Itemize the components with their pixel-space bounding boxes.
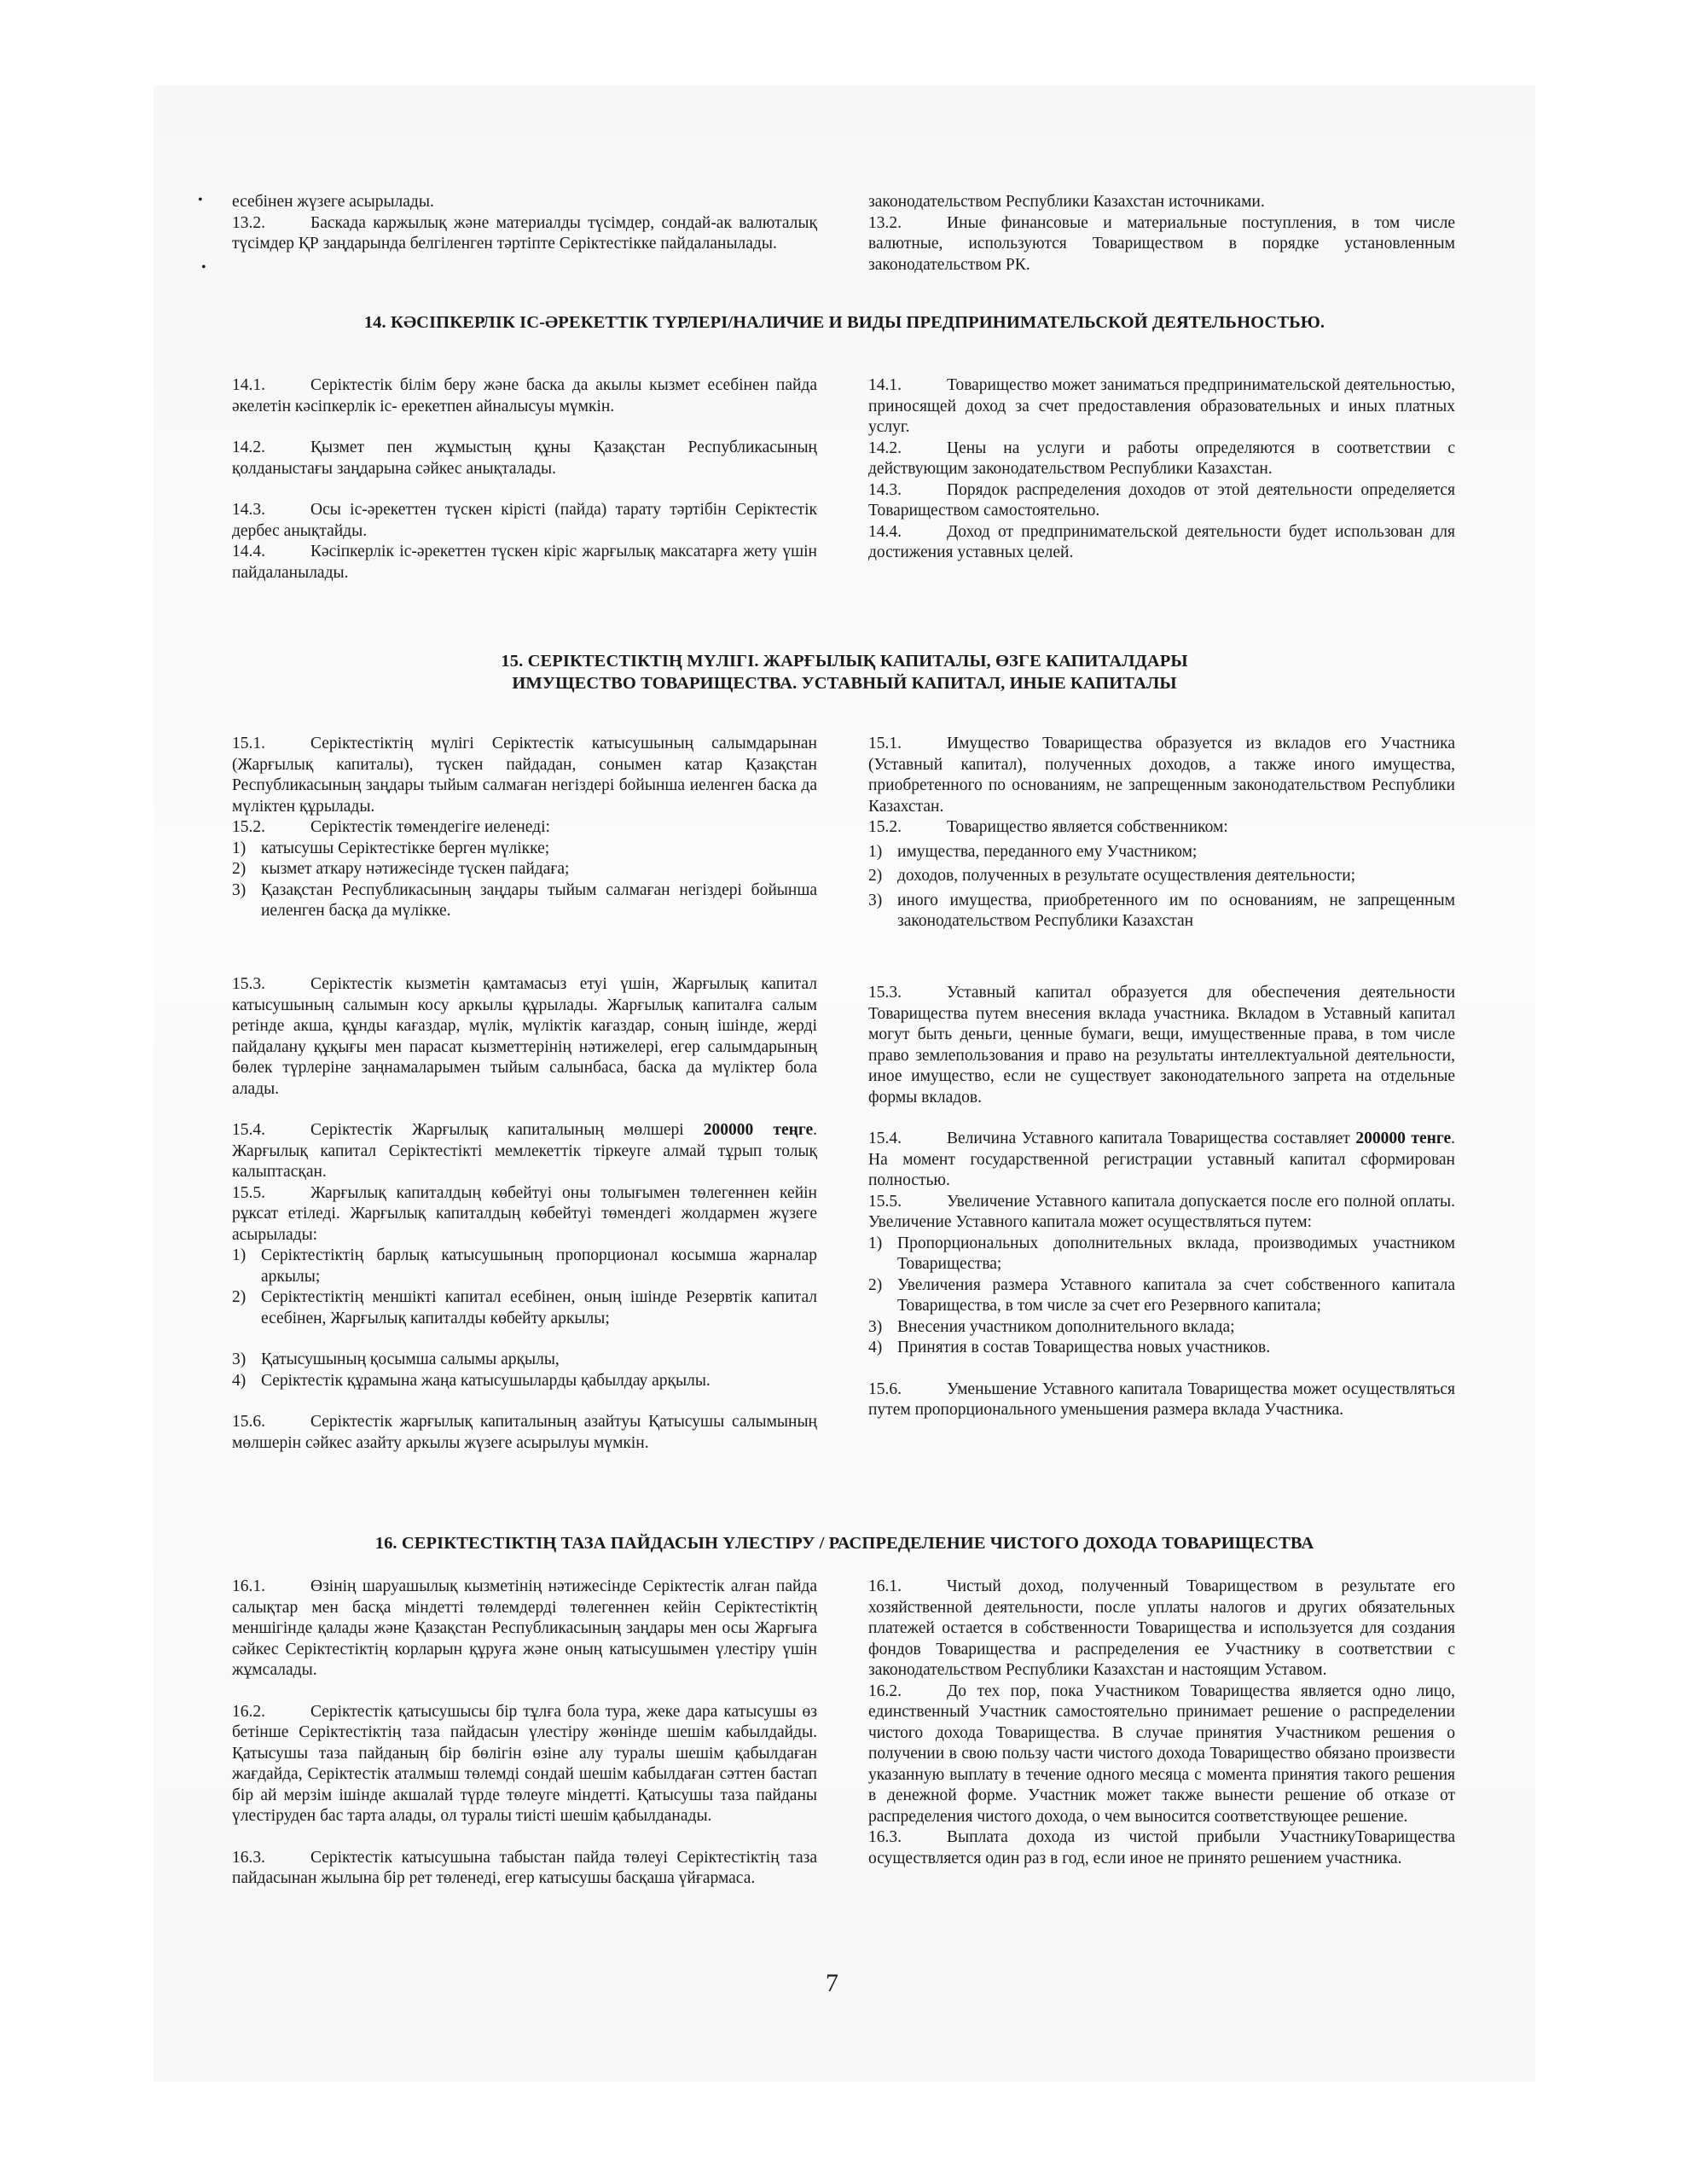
- clause-15-1-kz: [232, 734, 817, 817]
- list-item: [868, 842, 1455, 863]
- clause-text: Кәсіпкерлік іс-әрекеттен түскен кіріс жарғылық максатарға жету үшін пайдаланылады.: [232, 543, 817, 582]
- clause-number: 13.2.: [232, 213, 265, 232]
- list-text: имущества, переданного ему Участником;: [897, 842, 1198, 861]
- clause-14-1-ru: [868, 375, 1455, 439]
- section-15-right-column: [868, 734, 1455, 932]
- section-15-heading-ru: ИМУЩЕСТВО ТОВАРИЩЕСТВА. УСТАВНЫЙ КАПИТАЛ, ИНЫЕ КАПИТАЛЫ: [512, 674, 1177, 693]
- section-14-heading: 14. КӘСІПКЕРЛІК ІС-ӘРЕКЕТТІК ТҮРЛЕРІ/НАЛИЧИЕ И ВИДЫ ПРЕДПРИНИМАТЕЛЬСКОЙ ДЕЯТЕЛЬНОСТЬЮ.: [363, 313, 1325, 332]
- list-number: 3): [868, 891, 883, 909]
- list-text: Серіктестіктің меншікті капитал есебінен, оның ішінде Резервтік капитал есебінен, Жарғылық капиталды көбейту аркылы;: [261, 1288, 817, 1327]
- clause-15-6-kz: [232, 1412, 817, 1454]
- clause-14-4-ru: [868, 522, 1455, 564]
- list-text: катысушы Серіктестікке берген мүлікке;: [261, 839, 550, 857]
- capital-amount: 200000 теңге: [703, 1121, 814, 1139]
- list-item: [868, 1234, 1455, 1275]
- clause-13-2-kz: [232, 213, 817, 255]
- clause-15-2-ru: [868, 817, 1455, 839]
- clause-14-3-kz: [232, 500, 817, 542]
- clause-text: Уставный капитал образуется для обеспечения деятельности Товарищества путем внесения вклада участника. Вкладом в Уставный капитал могут быть деньги, ценные бумаги, вещи, имущественные права, в том числе право землепользования и право на результаты интеллектуальной деятельности, иное имущество, если не существует законодательного запрета на отдельные формы вкладов.: [868, 984, 1455, 1107]
- clause-number: 14.3.: [868, 480, 902, 499]
- clause-text: . Жарғылық капитал Серіктестікті мемлекеттік тіркеуге алмай тұрып толық калыптасқан.: [232, 1121, 817, 1181]
- clause-15-3-ru: [868, 983, 1455, 1108]
- list-text: иного имущества, приобретенного им по основаниям, не запрещенным законодательством Республики Казахстан: [897, 891, 1455, 930]
- clause-text: Цены на услуги и работы определяются в соответствии с действующим законодательством Республики Казахстан.: [868, 439, 1455, 478]
- list-item: [232, 1246, 817, 1287]
- clause-number: 15.5.: [232, 1183, 265, 1202]
- list-number: 1): [868, 842, 883, 861]
- scan-dot-mark: •: [198, 193, 203, 207]
- clause-number: 14.4.: [232, 543, 265, 561]
- clause-14-1-kz: [232, 375, 817, 417]
- clause-text: Баскада каржылық және материалды түсімдер, сондай-ак валюталық түсімдер ҚР заңдарында белгіленген тәртіпте Серіктестікке пайдаланылады.: [232, 213, 817, 253]
- clause-text: Серіктестік Жарғылық капиталының мөлшері: [310, 1121, 704, 1139]
- list-number: 2): [868, 867, 883, 885]
- clause-number: 15.4.: [868, 1130, 902, 1147]
- clause-number: 15.5.: [868, 1192, 902, 1211]
- page-number: 7: [826, 1969, 838, 1997]
- clause-14-2-ru: [868, 439, 1455, 480]
- clause-text: Серіктестік катысушына табыстан пайда төлеуі Серіктестіктің таза пайдасынан жылына бір рет төленеді, егер катысушы басқаша үйғармаса.: [232, 1848, 817, 1887]
- clause-text: Серіктестік білім беру және баска да акылы кызмет есебінен пайда әкелетін кәсіпкерлік іс- ерекетпен айналысуы мүмкін.: [232, 376, 817, 415]
- list-item: [232, 1371, 817, 1392]
- clause-number: 15.6.: [232, 1413, 265, 1431]
- list-item: [868, 1275, 1455, 1317]
- clause-number: 14.4.: [868, 522, 902, 541]
- clause-text: Выплата дохода из чистой прибыли УчастникуТоварищества осуществляется один раз в год, если иное не принято решением участника.: [868, 1828, 1455, 1867]
- clause-14-2-kz: [232, 438, 817, 479]
- clause-text: Қызмет пен жұмыстың құны Қазақстан Республикасының қолданыстағы заңдарына сәйкес анықталады.: [232, 439, 817, 478]
- clause-15-4-ru: [868, 1129, 1455, 1192]
- clause-16-3-kz: [232, 1848, 817, 1890]
- clause-15-2-kz: [232, 817, 817, 839]
- list-text: Қатысушының қосымша салымы арқылы,: [261, 1350, 560, 1368]
- clause-text: Серіктестік төмендегіге иеленеді:: [310, 818, 550, 836]
- list-number: 2): [232, 860, 247, 878]
- clause-text: До тех пор, пока Участником Товарищества является одно лицо, единственный Участник самостоятельно принимает решение о распределении чистого дохода Товарищества. В случае принятия Участником решения о получении в свою пользу части чистого дохода Товарищество обязано произвести указанную выплату в течение одного месяца с момента принятия такого решения в денежной форме. Участник может также вынести решение об отказе от распределения чистого дохода, о чем выносится соответствующее решение.: [868, 1682, 1455, 1826]
- clause-text: Жарғылық капиталдың көбейтуі оны толығымен төлегеннен кейін рұксат етіледі. Жарғылық капиталдың көбейтуі төмендегі жолдармен жүзеге асырылады:: [232, 1183, 817, 1244]
- list-item: [232, 839, 817, 860]
- section-15-right-column-2: [868, 983, 1455, 1421]
- clause-text: Доход от предпринимательской деятельности будет использован для достижения уставных целей.: [868, 522, 1455, 561]
- continuation-text: законодательством Республики Казахстан источниками.: [868, 193, 1265, 211]
- clause-15-5-ru: [868, 1192, 1455, 1234]
- clause-15-4-kz: [232, 1120, 817, 1183]
- clause-16-2-kz: [232, 1702, 817, 1827]
- list-number: 4): [868, 1339, 883, 1356]
- clause-text: Өзінің шаруашылық кызметінің нәтижесінде Серіктестік алған пайда салықтар мен басқа міндетті төлемдерді төлегеннен кейін Серіктестіктің меншігінде қалады және Қазақстан Республикасының заңдары мен осы Жарғыға сәйкес Серіктестіктің корларын құруға және оның катысушымен үлестіру үшін жұмсалады.: [232, 1577, 817, 1679]
- list-number: 2): [868, 1275, 883, 1294]
- clause-14-3-ru: [868, 480, 1455, 522]
- scan-dot-mark: •: [201, 260, 206, 275]
- list-text: Внесения участником дополнительного вклада;: [897, 1317, 1235, 1336]
- clause-16-1-ru: [868, 1577, 1455, 1682]
- list-text: Серіктестіктің барлық катысушының пропорционал косымша жарналар аркылы;: [261, 1246, 817, 1286]
- list-number: 3): [868, 1317, 883, 1336]
- clause-15-6-ru: [868, 1380, 1455, 1421]
- clause-number: 15.2.: [868, 818, 902, 836]
- top-right-column: [868, 192, 1455, 276]
- top-left-column: [232, 192, 817, 255]
- list-item: [232, 1350, 817, 1371]
- clause-text: Товарищество является собственником:: [947, 818, 1228, 836]
- clause-text: Серіктестік жарғылық капиталының азайтуы Қатысушы салымының мөлшерін сәйкес азайту аркылы жүзеге асырылуы мүмкін.: [232, 1413, 817, 1452]
- list-text: Пропорциональных дополнительных вклада, производимых участником Товарищества;: [897, 1234, 1455, 1273]
- clause-text: Чистый доход, полученный Товариществом в результате его хозяйственной деятельности, после уплаты налогов и других обязательных платежей остается в собственности Товарищества и используется для создания фондов Товарищества и распределения ее Участнику в соответствии с законодательством Республики Казахстан и настоящим Уставом.: [868, 1577, 1455, 1679]
- list-text: доходов, полученных в результате осуществления деятельности;: [897, 867, 1356, 885]
- clause-number: 15.3.: [868, 984, 902, 1002]
- list-text: Серіктестік құрамына жаңа катысушыларды қабылдау арқылы.: [261, 1371, 711, 1390]
- clause-16-3-ru: [868, 1827, 1455, 1869]
- clause-16-1-kz: [232, 1577, 817, 1682]
- clause-text: Иные финансовые и материальные поступления, в том числе валютные, используются Товариществом в порядке установленным законодательством РК.: [868, 213, 1455, 274]
- clause-text: Осы іс-әрекеттен түскен кірісті (пайда) тарату тәртібін Серіктестік дербес анықтайды.: [232, 501, 817, 540]
- clause-15-1-ru: [868, 734, 1455, 817]
- capital-amount: 200000 тенге: [1355, 1130, 1452, 1147]
- clause-number: 16.2.: [232, 1702, 265, 1721]
- clause-number: 15.1.: [232, 735, 265, 752]
- clause-number: 16.1.: [868, 1577, 902, 1595]
- clause-number: 14.2.: [232, 439, 265, 456]
- list-item: [868, 1317, 1455, 1339]
- list-text: Увеличения размера Уставного капитала за счет собственного капитала Товарищества, в том числе за счет его Резервного капитала;: [897, 1275, 1455, 1315]
- section-15-heading: [205, 650, 1484, 694]
- clause-number: 16.3.: [868, 1828, 902, 1846]
- list-text: Принятия в состав Товарищества новых участников.: [897, 1339, 1271, 1356]
- clause-13-2-ru: [868, 213, 1455, 276]
- clause-number: 16.3.: [232, 1848, 265, 1867]
- section-14-left-column: [232, 375, 817, 584]
- list-item: [232, 1287, 817, 1329]
- continuation-text: есебінен жүзеге асырылады.: [232, 193, 434, 211]
- section-15-left-column-2: [232, 974, 817, 1454]
- section-16-left-column: [232, 1577, 817, 1890]
- clause-number: 15.1.: [868, 735, 902, 752]
- list-item: [868, 891, 1455, 932]
- clause-number: 16.1.: [232, 1577, 265, 1595]
- clause-text: Порядок распределения доходов от этой деятельности определяется Товариществом самостоятельно.: [868, 480, 1455, 520]
- clause-number: 14.1.: [868, 376, 902, 394]
- clause-number: 15.6.: [868, 1380, 902, 1398]
- list-item: [232, 859, 817, 880]
- list-text: Қазақстан Республикасының заңдары тыйым салмаған негіздері бойынша иеленген басқа да мүлікке.: [261, 880, 817, 920]
- clause-number: 16.2.: [868, 1682, 902, 1700]
- clause-text: Серіктестіктің мүлігі Серіктестік катысушының салымдарынан (Жарғылық капиталы), түскен пайдадан, сонымен катар Қазақстан Республикасының заңдары тыйым салмаған негіздері бойынша иеленген баска да мүліктен құрылады.: [232, 735, 817, 816]
- list-number: 1): [232, 839, 247, 857]
- clause-number: 14.1.: [232, 376, 265, 394]
- clause-number: 13.2.: [868, 213, 902, 232]
- clause-text: Увеличение Уставного капитала допускается после его полной оплаты. Увеличение Уставного капитала может осуществляться путем:: [868, 1192, 1455, 1231]
- clause-15-5-kz: [232, 1183, 817, 1246]
- clause-16-2-ru: [868, 1682, 1455, 1828]
- section-16-right-column: [868, 1577, 1455, 1869]
- clause-number: 15.2.: [232, 818, 265, 836]
- section-15-heading-kz: 15. СЕРІКТЕСТІКТІҢ МҮЛІГІ. ЖАРҒЫЛЫҚ КАПИТАЛЫ, ӨЗГЕ КАПИТАЛДАРЫ: [501, 652, 1188, 671]
- list-number: 2): [232, 1288, 247, 1306]
- list-item: [232, 880, 817, 922]
- list-item: [868, 866, 1455, 887]
- list-number: 3): [232, 1350, 247, 1368]
- list-number: 3): [232, 880, 247, 899]
- list-number: 4): [232, 1371, 247, 1390]
- clause-text: Имущество Товарищества образуется из вкладов его Участника (Уставный капитал), полученных доходов, а также иного имущества, приобретенного по основаниям, не запрещенным законодательством Республики Казахстан.: [868, 735, 1455, 816]
- clause-15-3-kz: [232, 974, 817, 1100]
- section-16-heading: 16. СЕРІКТЕСТІКТІҢ ТАЗА ПАЙДАСЫН ҮЛЕСТІРУ / РАСПРЕДЕЛЕНИЕ ЧИСТОГО ДОХОДА ТОВАРИЩЕСТВА: [374, 1534, 1314, 1553]
- clause-number: 14.3.: [232, 501, 265, 519]
- list-item: [868, 1338, 1455, 1359]
- section-14-right-column: [868, 375, 1455, 564]
- clause-text: . На момент государственной регистрации уставный капитал сформирован полностью.: [868, 1130, 1455, 1189]
- clause-14-4-kz: [232, 542, 817, 584]
- clause-text: Серіктестік кызметін қамтамасыз етуі үшін, Жарғылық капитал катысушының салымын косу аркылы құрылады. Жарғылық капиталға салым ретінде акша, құнды кағаздар, мүлік, мүліктік кағаздар, соның ішінде, жерді пайдалану құқығы мен парасат кызметтерінің нәтижелері, егер салымдарының бөлек түрлеріне заңнамаларымен тыйым салынбаса, баска да мүліктер бола алады.: [232, 975, 817, 1098]
- clause-text: Серіктестік қатысушысы бір тұлға бола тура, жеке дара катысушы өз бетінше Серіктестіктің таза пайдасын үлестіру жөнінде шешім кабылдайды. Қатысушы таза пайданың бір бөлігін өзіне алу туралы шешім қабылдаған жағдайда, Серіктестік аталмыш төлемді сондай шешім кабылдаған сәттен бастап бір ай мерзім ішінде акшалай түрде төлеуге міндетті. Қатысушы таза пайданы үлестіруден бас тарта алады, ол туралы тиісті шешім қабылданады.: [232, 1702, 817, 1825]
- clause-text: Величина Уставного капитала Товарищества составляет: [947, 1130, 1356, 1147]
- list-number: 1): [232, 1246, 247, 1264]
- section-15-left-column: [232, 734, 817, 922]
- clause-number: 15.3.: [232, 975, 265, 993]
- clause-text: Уменьшение Уставного капитала Товарищества может осуществляться путем пропорционального уменьшения размера вклада Участника.: [868, 1380, 1455, 1419]
- clause-number: 15.4.: [232, 1121, 265, 1139]
- list-text: кызмет аткару нәтижесінде түскен пайдаға;: [261, 860, 570, 878]
- list-number: 1): [868, 1234, 883, 1252]
- clause-text: Товарищество может заниматься предпринимательской деятельностью, приносящей доход за счет предоставления образовательных и иных платных услуг.: [868, 376, 1455, 436]
- clause-number: 14.2.: [868, 439, 902, 457]
